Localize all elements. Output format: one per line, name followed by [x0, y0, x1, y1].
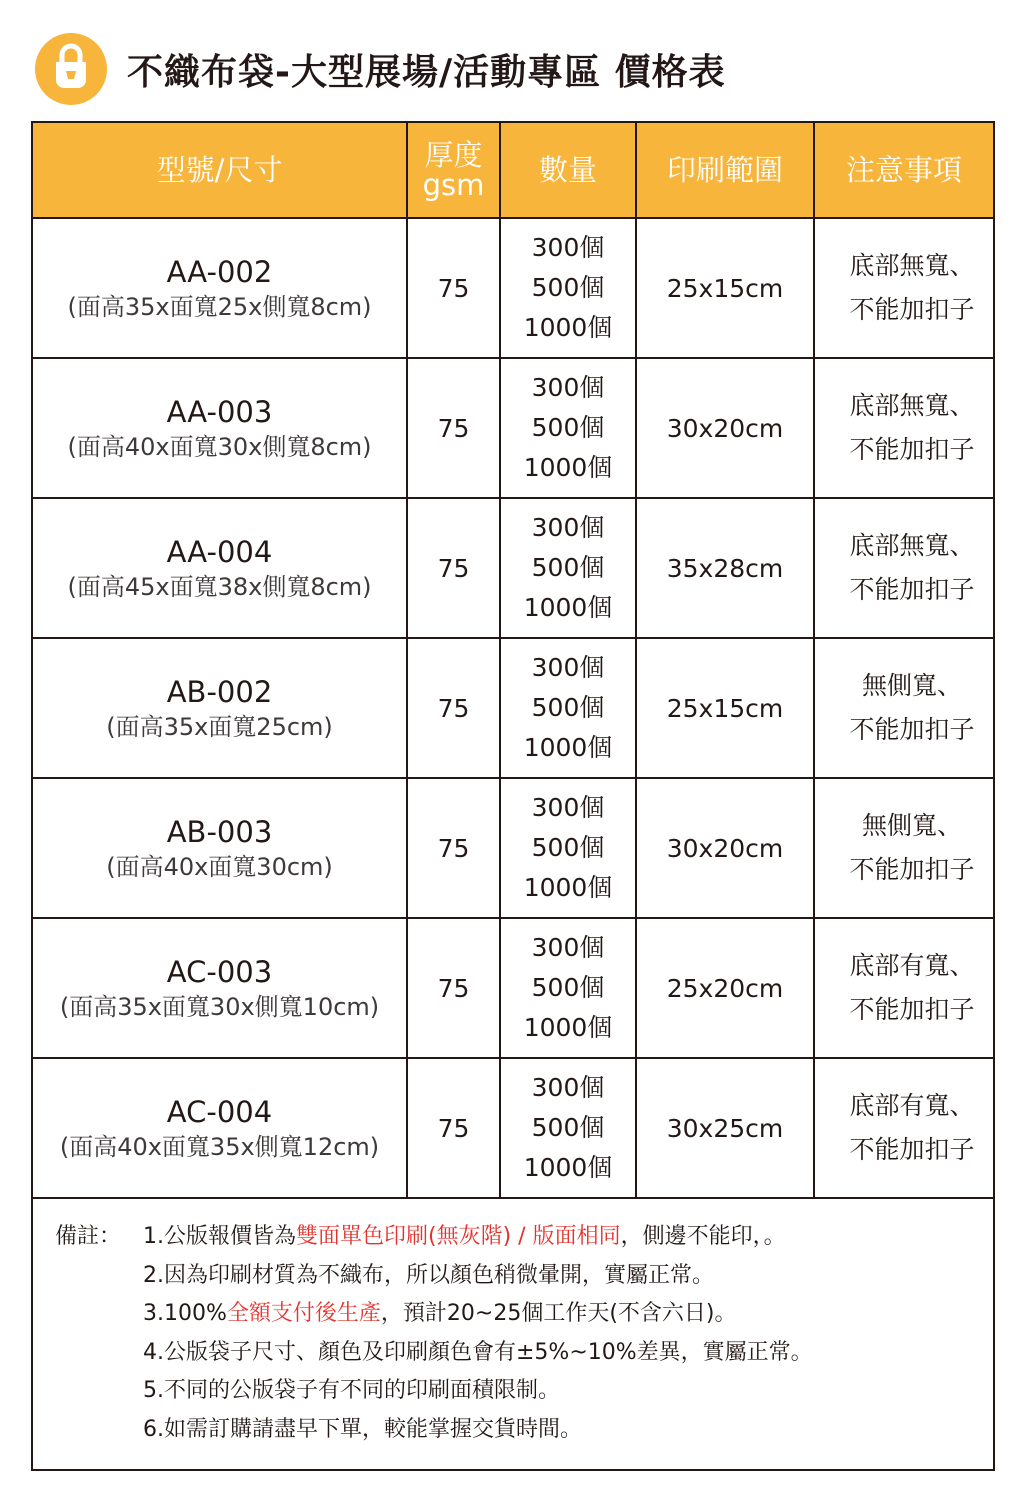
- remark-line: [55, 1295, 813, 1334]
- thickness-cell: 75: [407, 498, 500, 638]
- model-code: AA-004: [166, 535, 273, 569]
- remark-text: [143, 1372, 560, 1411]
- quantity-option: 1000個: [523, 313, 613, 342]
- shopping-bag-icon: [35, 33, 107, 105]
- remarks-section: [55, 1218, 813, 1449]
- quantity-option: 500個: [531, 973, 605, 1002]
- print-area-cell: 30x20cm: [636, 358, 814, 498]
- remark-segment: 6.如需訂購請盡早下單，較能掌握交貨時間。: [143, 1416, 582, 1442]
- column-header-print-area: 印刷範圍: [636, 123, 814, 218]
- note-line: 底部有寬、: [849, 1091, 975, 1120]
- note-line: 不能加扣子: [849, 295, 975, 324]
- thickness-cell: 75: [407, 358, 500, 498]
- model-code: AA-002: [166, 255, 273, 289]
- model-dimensions: (面高35x面寬25cm): [106, 713, 333, 741]
- price-table: [33, 123, 993, 1199]
- print-area-cell: 25x20cm: [636, 918, 814, 1058]
- table-row: [33, 218, 993, 358]
- remark-label: [55, 1411, 143, 1450]
- model-cell: [33, 638, 407, 778]
- remark-line: [55, 1334, 813, 1373]
- column-header-thickness-label: 厚度 gsm: [422, 137, 485, 202]
- remark-text: [143, 1334, 813, 1373]
- note-line: 不能加扣子: [849, 575, 975, 604]
- remark-label: [55, 1257, 143, 1296]
- quantity-option: 300個: [531, 933, 605, 962]
- thickness-cell: 75: [407, 638, 500, 778]
- quantity-cell: [500, 218, 636, 358]
- remark-highlight: 全額支付後生產: [226, 1301, 381, 1326]
- column-header-model: 型號/尺寸: [33, 123, 407, 218]
- model-dimensions: (面高40x面寬30cm): [106, 853, 333, 881]
- remark-segment: 5.不同的公版袋子有不同的印刷面積限制。: [143, 1378, 560, 1403]
- remark-label: [55, 1295, 143, 1334]
- model-dimensions: (面高35x面寬30x側寬10cm): [59, 993, 380, 1021]
- model-code: AB-002: [166, 675, 273, 709]
- model-cell: [33, 358, 407, 498]
- remark-line: [55, 1218, 813, 1257]
- model-dimensions: (面高40x面寬35x側寬12cm): [59, 1133, 380, 1161]
- print-area-cell: 30x20cm: [636, 778, 814, 918]
- table-row: [33, 778, 993, 918]
- print-area-cell: 30x25cm: [636, 1058, 814, 1198]
- quantity-option: 500個: [531, 413, 605, 442]
- quantity-option: 1000個: [523, 1013, 613, 1042]
- remark-line: [55, 1411, 813, 1450]
- table-row: [33, 358, 993, 498]
- quantity-option: 1000個: [523, 453, 613, 482]
- note-line: 無側寬、: [861, 671, 962, 700]
- model-cell: [33, 498, 407, 638]
- table-header-row: [33, 123, 993, 218]
- model-dimensions: (面高35x面寬25x側寬8cm): [67, 293, 372, 321]
- print-area-cell: 25x15cm: [636, 218, 814, 358]
- remark-segment: ，側邊不能印，。: [620, 1224, 786, 1249]
- model-code: AC-004: [166, 1095, 273, 1129]
- note-line: 不能加扣子: [849, 995, 975, 1024]
- print-area-cell: 25x15cm: [636, 638, 814, 778]
- model-cell: [33, 918, 407, 1058]
- column-header-thickness: [407, 123, 500, 218]
- model-cell: [33, 1058, 407, 1198]
- notes-cell: [814, 218, 993, 358]
- remark-line: [55, 1257, 813, 1296]
- table-row: [33, 498, 993, 638]
- remark-line: [55, 1372, 813, 1411]
- quantity-option: 300個: [531, 373, 605, 402]
- remark-label: [55, 1334, 143, 1373]
- thickness-cell: 75: [407, 918, 500, 1058]
- remark-text: [143, 1218, 786, 1257]
- quantity-option: 1000個: [523, 733, 613, 762]
- quantity-cell: [500, 778, 636, 918]
- notes-cell: [814, 358, 993, 498]
- remark-highlight: 雙面單色印刷(無灰階) / 版面相同: [296, 1224, 621, 1249]
- quantity-option: 500個: [531, 273, 605, 302]
- price-table-frame: [31, 121, 995, 1471]
- column-header-notes: 注意事項: [814, 123, 993, 218]
- model-code: AA-003: [166, 395, 273, 429]
- note-line: 底部無寬、: [849, 391, 975, 420]
- quantity-cell: [500, 638, 636, 778]
- quantity-cell: [500, 918, 636, 1058]
- table-row: [33, 638, 993, 778]
- thickness-cell: 75: [407, 218, 500, 358]
- table-row: [33, 1058, 993, 1198]
- thickness-cell: 75: [407, 778, 500, 918]
- quantity-option: 300個: [531, 793, 605, 822]
- notes-cell: [814, 778, 993, 918]
- remark-text: [143, 1295, 737, 1334]
- quantity-option: 300個: [531, 1073, 605, 1102]
- quantity-option: 500個: [531, 553, 605, 582]
- page-title: 不織布袋-大型展場/活動專區 價格表: [127, 51, 726, 93]
- note-line: 底部有寬、: [849, 951, 975, 980]
- remark-text: [143, 1257, 714, 1296]
- notes-cell: [814, 1058, 993, 1198]
- model-cell: [33, 778, 407, 918]
- quantity-option: 1000個: [523, 873, 613, 902]
- remark-segment: 2.因為印刷材質為不織布，所以顏色稍微暈開，實屬正常。: [143, 1262, 714, 1288]
- note-line: 不能加扣子: [849, 435, 975, 464]
- quantity-option: 300個: [531, 513, 605, 542]
- model-code: AC-003: [166, 955, 273, 989]
- remark-text: [143, 1411, 582, 1450]
- table-row: [33, 918, 993, 1058]
- model-dimensions: (面高40x面寬30x側寬8cm): [67, 433, 372, 461]
- remark-label: 備註：: [55, 1224, 122, 1249]
- quantity-option: 500個: [531, 693, 605, 722]
- table-body: [33, 218, 993, 1198]
- note-line: 不能加扣子: [849, 715, 975, 744]
- quantity-cell: [500, 498, 636, 638]
- quantity-option: 1000個: [523, 593, 613, 622]
- model-dimensions: (面高45x面寬38x側寬8cm): [67, 573, 372, 601]
- model-code: AB-003: [166, 815, 273, 849]
- print-area-cell: 35x28cm: [636, 498, 814, 638]
- quantity-option: 1000個: [523, 1153, 613, 1182]
- note-line: 底部無寬、: [849, 531, 975, 560]
- note-line: 不能加扣子: [849, 855, 975, 884]
- quantity-cell: [500, 358, 636, 498]
- quantity-option: 500個: [531, 1113, 605, 1142]
- thickness-cell: 75: [407, 1058, 500, 1198]
- note-line: 無側寬、: [861, 811, 962, 840]
- notes-cell: [814, 638, 993, 778]
- remark-segment: 1.公版報價皆為: [143, 1224, 296, 1249]
- remark-segment: 3.100%: [143, 1301, 227, 1326]
- notes-cell: [814, 498, 993, 638]
- quantity-option: 300個: [531, 653, 605, 682]
- remark-segment: 4.公版袋子尺寸、顏色及印刷顏色會有±5%~10%差異，實屬正常。: [143, 1339, 813, 1365]
- remark-label: [55, 1372, 143, 1411]
- note-line: 不能加扣子: [849, 1135, 975, 1164]
- notes-cell: [814, 918, 993, 1058]
- remark-segment: ，預計20~25個工作天(不含六日)。: [380, 1301, 737, 1326]
- quantity-option: 300個: [531, 233, 605, 262]
- quantity-cell: [500, 1058, 636, 1198]
- column-header-quantity: 數量: [500, 123, 636, 218]
- quantity-option: 500個: [531, 833, 605, 862]
- page-header: [35, 31, 726, 107]
- note-line: 底部無寬、: [849, 251, 975, 280]
- model-cell: [33, 218, 407, 358]
